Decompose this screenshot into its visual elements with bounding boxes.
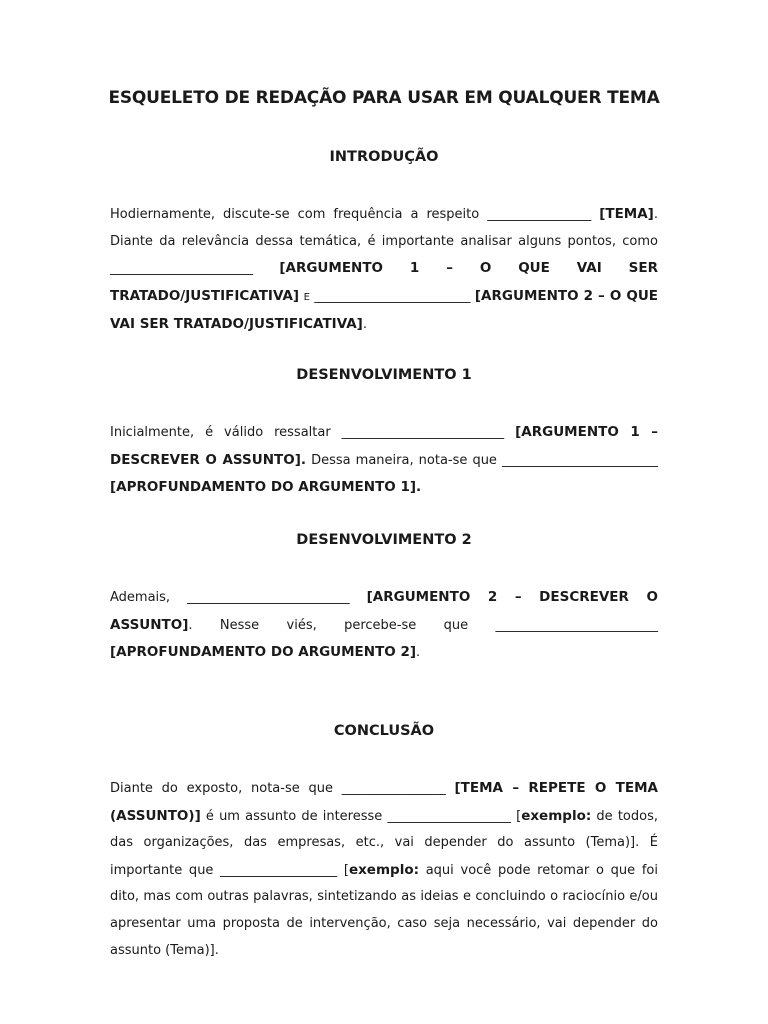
text-run bbox=[253, 261, 279, 276]
text-run: . bbox=[416, 645, 421, 661]
text-run: . Diante da relevância dessa temática, é importante analisar alguns pontos, como bbox=[110, 207, 658, 249]
placeholder-aprofundamento-2: [APROFUNDAMENTO DO ARGUMENTO 2] bbox=[110, 644, 417, 661]
text-run: é um assunto de interesse bbox=[200, 808, 388, 824]
blank-line: ________________________ bbox=[314, 288, 471, 304]
text-run bbox=[350, 590, 367, 605]
heading-conclusao: CONCLUSÃO bbox=[333, 723, 435, 739]
label-exemplo: exemplo: bbox=[521, 807, 592, 824]
placeholder-tema: [TEMA – REPETE O TEMA (ASSUNTO)] bbox=[110, 780, 658, 824]
document-title: ESQUELETO DE REDAÇÃO PARA USAR EM QUALQUER TEMA bbox=[108, 88, 660, 108]
heading-introducao: INTRODUÇÃO bbox=[329, 149, 439, 165]
paragraph-desenvolvimento-1 bbox=[110, 419, 658, 502]
placeholder-tema: [TEMA] bbox=[599, 206, 654, 222]
blank-line: _________________________ bbox=[495, 617, 658, 633]
text-run bbox=[504, 425, 515, 440]
text-run: Hodiernamente, discute-se com frequência a respeito bbox=[110, 207, 488, 222]
placeholder-argumento-1: [ARGUMENTO 1 – DESCREVER O ASSUNTO]. bbox=[110, 424, 659, 468]
text-run: Inicialmente, é válido ressaltar bbox=[110, 425, 342, 440]
conjunction-e: E bbox=[303, 291, 310, 303]
placeholder-argumento-1: [ARGUMENTO 1 – O QUE VAI SER TRATADO/JUSTIFICATIVA] bbox=[110, 260, 658, 304]
label-exemplo: exemplo: bbox=[348, 861, 419, 878]
blank-line: _________________________ bbox=[187, 590, 350, 605]
blank-line: ________________________ bbox=[502, 452, 658, 468]
heading-desenvolvimento-1: DESENVOLVIMENTO 1 bbox=[296, 367, 472, 383]
blank-line: ___________________ bbox=[387, 808, 511, 824]
text-run: [ bbox=[337, 862, 349, 878]
placeholder-aprofundamento-1: [APROFUNDAMENTO DO ARGUMENTO 1]. bbox=[110, 479, 422, 496]
text-run: . bbox=[362, 317, 367, 333]
blank-line: ________________ bbox=[341, 781, 446, 796]
paragraph-introducao bbox=[110, 201, 658, 339]
text-run bbox=[446, 781, 455, 796]
paragraph-desenvolvimento-2 bbox=[110, 584, 658, 667]
text-run: . Nesse viés, percebe-se que bbox=[188, 617, 496, 633]
text-run: aqui você pode retomar o que foi dito, mas com outras palavras, sintetizando as ideias e concluindo o raciocínio e/ou apresentar uma proposta de intervenção, caso seja necessário, vai depender do assunto (Tema)]. bbox=[110, 862, 658, 958]
text-run bbox=[591, 207, 599, 222]
text-run: Diante do exposto, nota-se que bbox=[110, 781, 342, 796]
text-run: de todos, das organizações, das empresas, etc., vai depender do assunto (Tema)]. É importante que bbox=[110, 808, 658, 878]
blank-line: __________________ bbox=[220, 862, 338, 878]
text-run: Ademais, bbox=[110, 590, 188, 605]
text-run: [ bbox=[510, 808, 522, 824]
placeholder-argumento-2: [ARGUMENTO 2 – O QUE VAI SER TRATADO/JUSTIFICATIVA] bbox=[110, 287, 659, 333]
text-run: Dessa maneira, nota-se que bbox=[306, 452, 502, 468]
heading-desenvolvimento-2: DESENVOLVIMENTO 2 bbox=[296, 532, 472, 548]
blank-line: ________________ bbox=[487, 207, 592, 222]
blank-line: ______________________ bbox=[110, 261, 253, 277]
paragraph-conclusao bbox=[110, 775, 658, 964]
placeholder-argumento-2: [ARGUMENTO 2 – DESCREVER O ASSUNTO] bbox=[110, 589, 658, 633]
blank-line: _________________________ bbox=[341, 425, 505, 440]
